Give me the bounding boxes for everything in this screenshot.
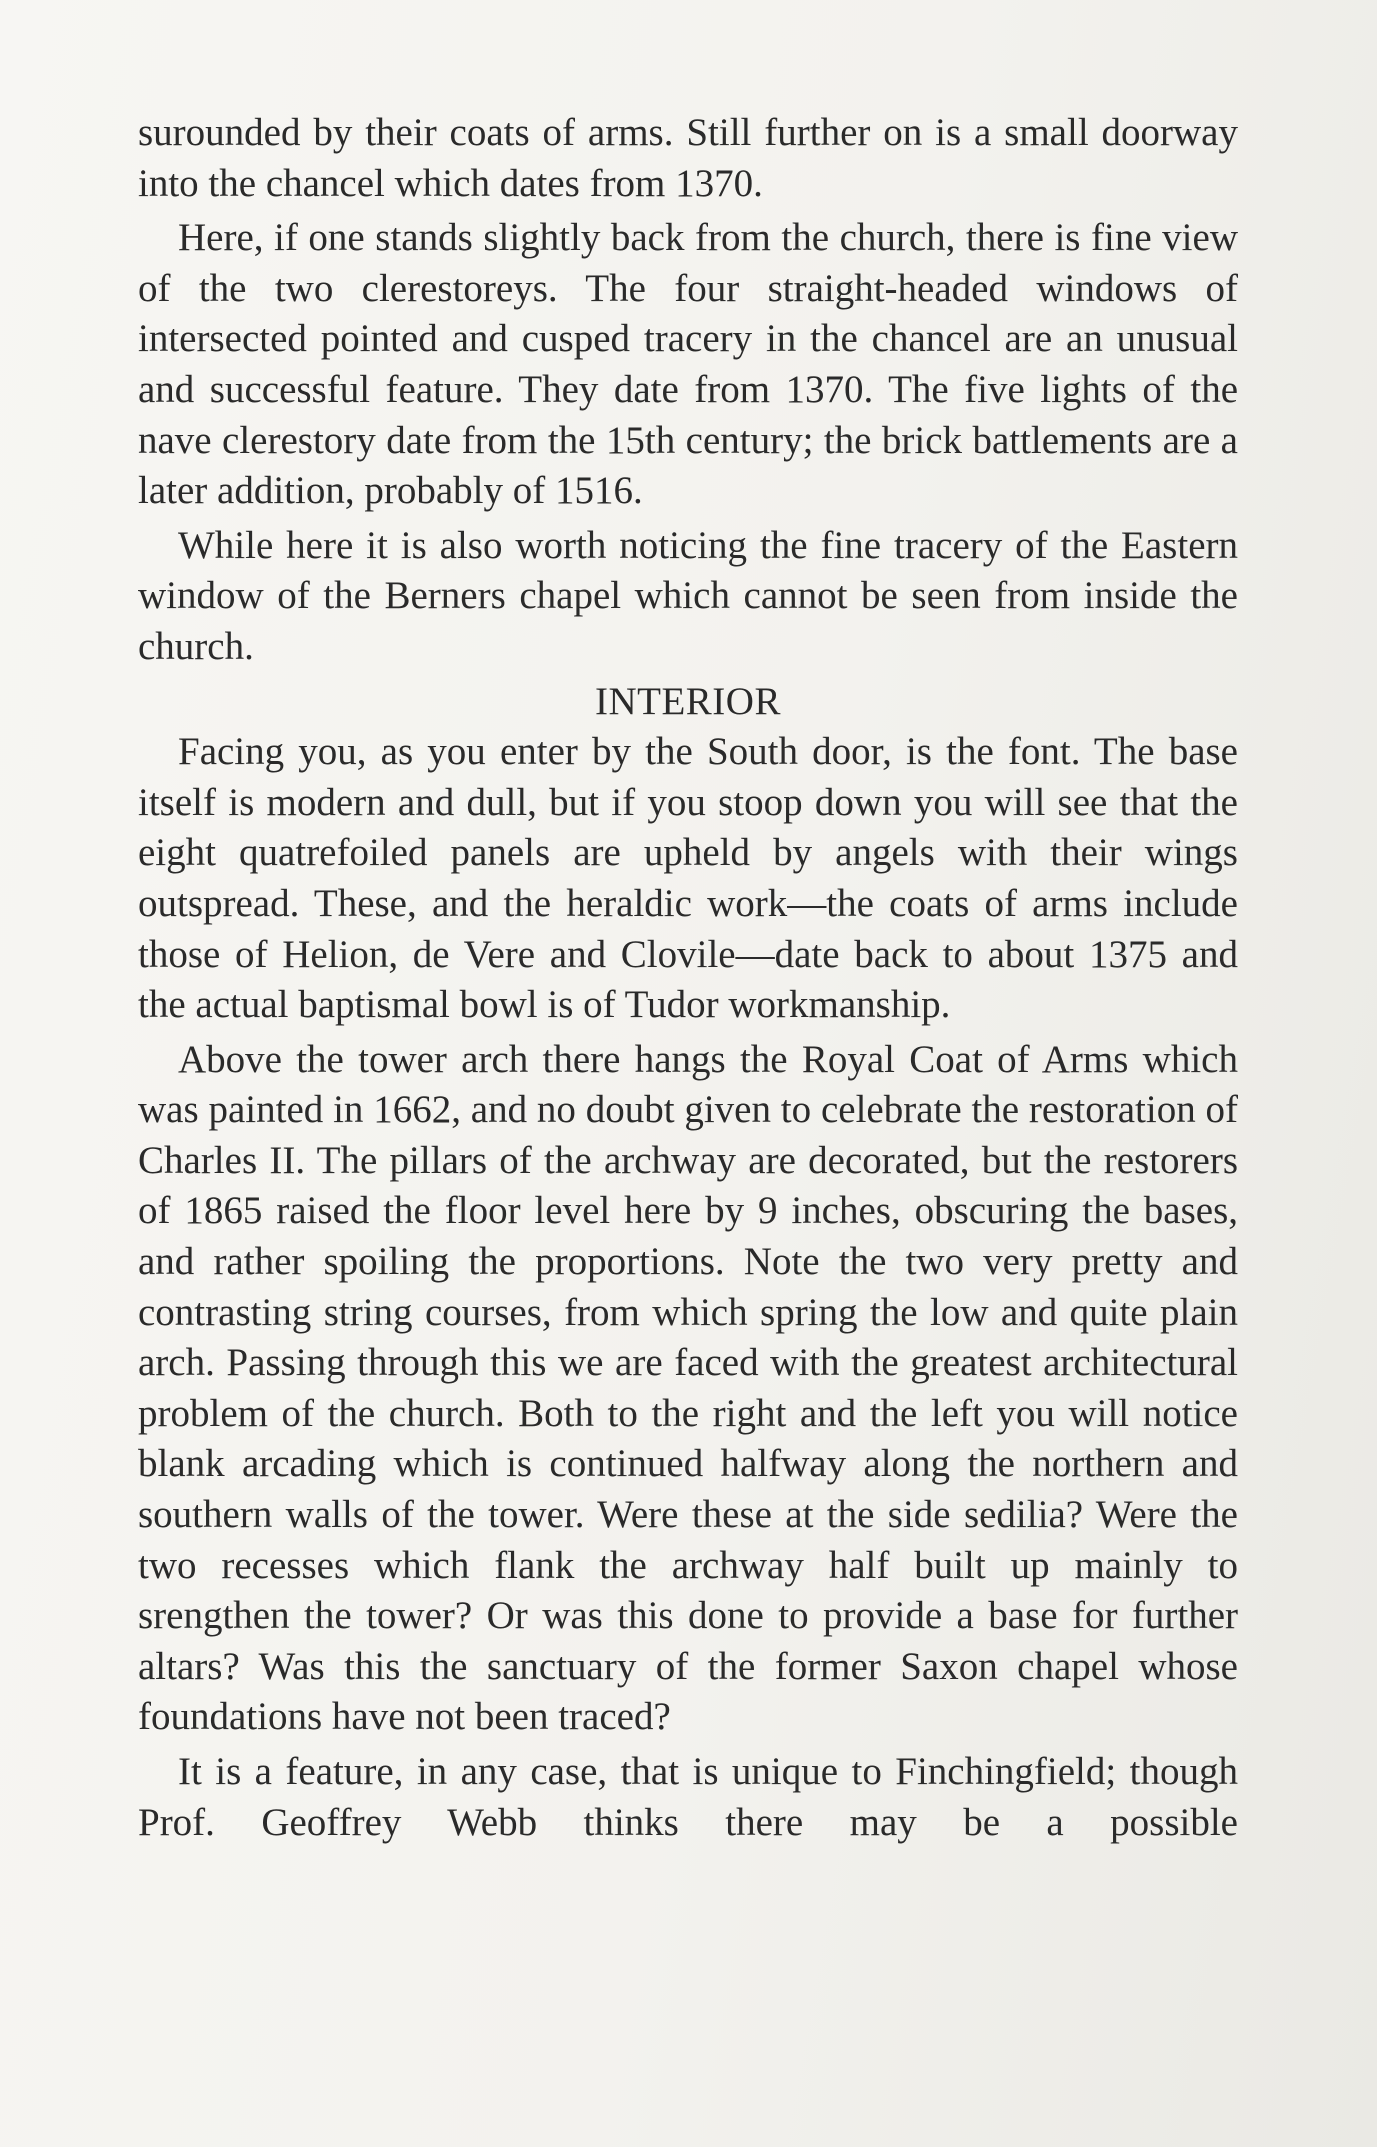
page-body-text xyxy=(138,108,1238,1852)
paragraph-berners-window: While here it is also worth noticing the fine tracery of the Eastern window of the Berners chapel which cannot be seen from inside the church. xyxy=(138,523,1238,668)
paragraph-clerestoreys: Here, if one stands slightly back from the church, there is fine view of the two clerestoreys. The four straight-headed windows of intersected pointed and cusped tracery in the chancel are an unusual and successful feature. They date from 1370. The five lights of the nave clerestory date from the 15th century; the brick battlements are a later addition, probably of 1516. xyxy=(138,216,1238,513)
paragraph-continued: surounded by their coats of arms. Still further on is a small doorway into the chancel which dates from 1370. xyxy=(138,111,1238,205)
paragraph-unique-feature: It is a feature, in any case, that is unique to Finchingfield; though Prof. Geoffrey Webb thinks there may be a possible xyxy=(138,1750,1238,1844)
paragraph-tower-arch: Above the tower arch there hangs the Royal Coat of Arms which was painted in 1662, and no doubt given to celebrate the restoration of Charles II. The pillars of the archway are decorated, but the restorers of 1865 raised the floor level here by 9 inches, obscuring the bases, and rather spoiling the proportions. Note the two very pretty and contrasting string courses, from which spring the low and quite plain arch. Passing through this we are faced with the greatest architectural problem of the church. Both to the right and the left you will notice blank arcading which is continued halfway along the northern and southern walls of the tower. Were these at the side sedilia? Were the two recesses which flank the archway half built up mainly to srengthen the tower? Or was this done to provide a base for further altars? Was this the sanctuary of the former Saxon chapel whose foundations have not been traced? xyxy=(138,1037,1238,1739)
paragraph-font: Facing you, as you enter by the South door, is the font. The base itself is modern and dull, but if you stoop down you will see that the eight quatrefoiled panels are upheld by angels with their wings outspread. These, and the heraldic work—the coats of arms include those of Helion, de Vere and Clovile—date back to about 1375 and the actual baptismal bowl is of Tudor workmanship. xyxy=(138,730,1238,1027)
section-heading-interior: INTERIOR xyxy=(595,679,781,723)
